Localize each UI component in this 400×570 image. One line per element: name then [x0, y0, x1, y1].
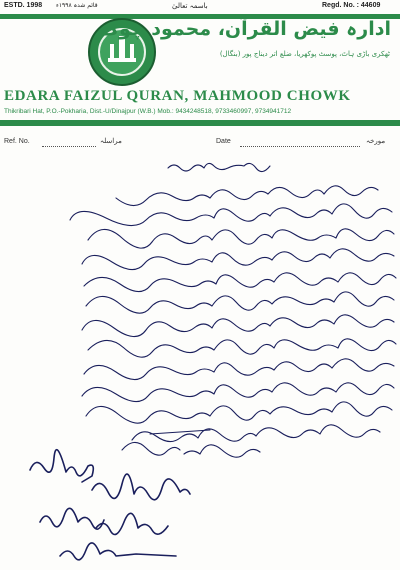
ref-number-label: Ref. No. — [4, 138, 30, 145]
ink-line — [82, 315, 394, 337]
ink-line — [184, 445, 260, 457]
registration-number: Regd. No. : 44609 — [322, 2, 381, 9]
bismillah-heading: باسمہ تعالیٰ — [172, 2, 208, 10]
reference-row — [4, 138, 396, 150]
ink-line — [86, 292, 394, 313]
institution-title-urdu: ادارہ فیض القرآن، محمود چوک — [99, 18, 391, 40]
ink-line — [88, 229, 394, 248]
ink-line — [86, 402, 392, 423]
institution-title-english: EDARA FAIZUL QURAN, MAHMOOD CHOWK — [4, 88, 351, 104]
ref-number-label-urdu: مراسلہ — [100, 138, 122, 145]
signature-scribble — [96, 513, 168, 534]
ink-line — [82, 383, 394, 402]
ink-line — [70, 204, 392, 226]
signature-scribble — [40, 508, 104, 529]
signature-scribble — [92, 474, 190, 500]
ink-line — [84, 359, 394, 380]
handwritten-letter-body — [0, 150, 400, 570]
ink-line — [82, 249, 394, 270]
date-label: Date — [216, 138, 231, 145]
ink-line — [122, 442, 180, 455]
letterhead-divider — [0, 120, 400, 126]
ink-line — [116, 186, 378, 206]
institution-address-urdu: ٹھکری باڑی ہاٹ، پوسٹ پوکھریا، ضلع اتر دیناج پور (بنگال) — [219, 50, 390, 58]
ink-line — [168, 163, 270, 171]
ink-line — [88, 339, 396, 357]
ref-number-line — [42, 146, 96, 147]
established-year-urdu: قائم شدہ ۱۹۹۸ء — [56, 2, 98, 9]
ink-line — [84, 273, 396, 292]
institution-address-english: Thikribari Hat, P.O.-Pokharia, Dist.-U/Dinajpur (W.B.) Mob.: 9434248518, 9733460997, 9734941712 — [4, 108, 292, 115]
established-year: ESTD. 1998 — [4, 2, 43, 9]
signature-scribble — [30, 450, 93, 482]
date-line — [240, 146, 360, 147]
signature-scribble — [60, 543, 176, 560]
date-label-urdu: مورخہ — [366, 138, 386, 145]
